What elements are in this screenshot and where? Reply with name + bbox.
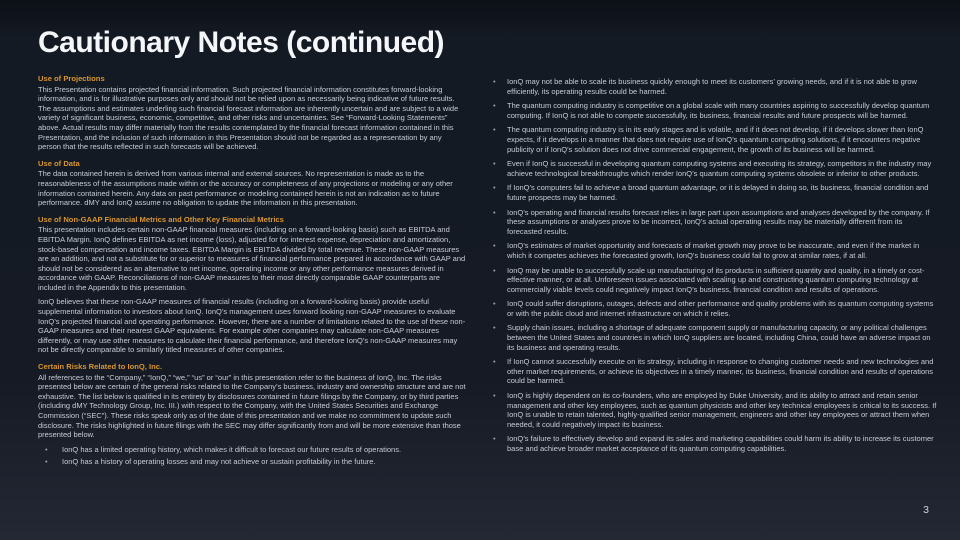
section-paragraph: This presentation includes certain non-GAAP financial measures (including on a forward-looking basis) such as EBITDA and EBITDA Margin. IonQ defines EBITDA as net income (loss), adjusted for for interest expense, depreciation and amortization, stock-based compensation and income taxes. EBITDA Margin is EBITDA divided by total revenue. These non-GAAP measures are an addition, and not a substitute for or superior to measures of financial performance prepared in accordance with GAAP and should not be considered as an alternative to net income, operating income or any other performance measures derived in accordance with GAAP. Reconciliations of non-GAAP measures to their most directly comparable GAAP counterparts are included in the Appendix to this presentation. bbox=[38, 225, 466, 292]
content-columns bbox=[38, 74, 938, 470]
section-use-of-projections bbox=[38, 74, 466, 152]
risk-bullet: • IonQ could suffer disruptions, outages, defects and other performance and quality problems with its quantum computing systems or with the public cloud and internet infrastructure on which it relies. bbox=[490, 299, 938, 318]
risk-bullet-list bbox=[38, 445, 466, 467]
right-column bbox=[490, 74, 938, 470]
section-certain-risks bbox=[38, 362, 466, 467]
risk-bullet: • Even if IonQ is successful in developing quantum computing systems and executing its strategy, competitors in the industry may achieve technological breakthroughs which render IonQ’s quantum computing systems obsolete or inferior to other products. bbox=[490, 159, 938, 178]
section-heading: Use of Projections bbox=[38, 74, 105, 83]
section-paragraph: All references to the “Company,” “IonQ,” “we,” “us” or “our” in this presentation refer to the business of IonQ, Inc. The risks presented below are certain of the general risks related to the Company’s business, industry and ownership structure and are not exhaustive. The list below is qualified in its entirety by disclosures contained in future filings by the Company, or by third parties (including dMY Technology Group, Inc. III.) with respect to the Company, with the United States Securities and Exchange Commission (“SEC”). These risks speak only as of the date of this presentation and we make no commitment to update such disclosure. The risks highlighted in future filings with the SEC may differ significantly from and will be more extensive than those presented below. bbox=[38, 372, 466, 440]
risk-bullet: • IonQ may not be able to scale its business quickly enough to meet its customers’ growing needs, and if it is not able to grow efficiently, its operating results could be harmed. bbox=[490, 77, 938, 96]
risk-bullet: • IonQ may be unable to successfully scale up manufacturing of its products in sufficient quantity and quality, in a timely or cost-effective manner, or at all. Unforeseen issues associated with scaling up and constructing quantum computing technology at commercially viable levels could negatively impact IonQ’s business, financial condition and results of operations. bbox=[490, 266, 938, 295]
risk-bullet: • The quantum computing industry is competitive on a global scale with many countries aspiring to successfully develop quantum computing. If IonQ is not able to compete successfully, its business, financial results and future prospects will be harmed. bbox=[490, 101, 938, 120]
left-column bbox=[38, 74, 466, 470]
risk-bullet: • If IonQ’s computers fail to achieve a broad quantum advantage, or it is delayed in doing so, its business, financial condition and future prospects may be harmed. bbox=[490, 183, 938, 202]
risk-bullet: • If IonQ cannot successfully execute on its strategy, including in response to changing customer needs and new technologies and other market requirements, or achieve its objectives in a timely manner, its business, financial condition and results of operations could be harmed. bbox=[490, 357, 938, 386]
risk-bullet: • IonQ’s failure to effectively develop and expand its sales and marketing capabilities could harm its ability to increase its customer base and achieve broader market acceptance of its quantum computing capabilities. bbox=[490, 434, 938, 453]
section-heading: Use of Non-GAAP Financial Metrics and Other Key Financial Metrics bbox=[38, 214, 284, 224]
section-paragraph: This Presentation contains projected financial information. Such projected financial information constitutes forward-looking information, and is for illustrative purposes only and should not be relied upon as necessarily being indicative of future results. The assumptions and estimates underling such financial forecast information are inherently uncertain and are subject to a wide variety of significant business, economic, competitive, and other risks and uncertainties. See “Forward-Looking Statements” above. Actual results may differ materially from the results contemplated by the financial forecast information contained in this Presentation, and the inclusion of such information in this Presentation should not be regarded as a representation by any person that the results reflected in such forecasts will be achieved. bbox=[38, 84, 459, 152]
risk-bullet-list bbox=[490, 77, 938, 454]
risk-bullet: • Supply chain issues, including a shortage of adequate component supply or manufacturing capacity, or any political challenges between the United States and countries in which IonQ suppliers are located, including China, could have an adverse impact on its business and operating results. bbox=[490, 323, 938, 352]
risk-bullet: • IonQ’s operating and financial results forecast relies in large part upon assumptions and analyses developed by the company. If these assumptions or analyses prove to be incorrect, IonQ’s actual operating results may be materially different from its forecasted results. bbox=[490, 208, 938, 237]
risk-bullet: • IonQ is highly dependent on its co-founders, who are employed by Duke University, and its ability to attract and retain senior management and other key employees, such as quantum physicists and other key technical employees is critical to its success. If IonQ is unable to retain talented, highly-qualified senior management, engineers and other key employees or attract them when needed, it could negatively impact its business. bbox=[490, 391, 938, 429]
section-heading: Use of Data bbox=[38, 158, 80, 168]
risk-bullet: • The quantum computing industry is in its early stages and is volatile, and if it does not develop, if it develops slower than IonQ expects, if it develops in a manner that does not require use of IonQ’s quantum computing solutions, if it encounters negative publicity or if IonQ’s solution does not drive commercial engagement, the growth of its business will be harmed. bbox=[490, 125, 938, 154]
risk-bullet: • IonQ has a history of operating losses and may not achieve or sustain profitability in the future. bbox=[38, 457, 466, 467]
risk-bullet: • IonQ has a limited operating history, which makes it difficult to forecast our future results of operations. bbox=[38, 445, 466, 455]
section-paragraph: The data contained herein is derived from various internal and external sources. No representation is made as to the reasonableness of the assumptions made within or the accuracy or completeness of any projections or modeling or any other information contained herein. Any data on past performance or modeling contained herein is not an indication as to future performance. dMY and IonQ assume no obligation to update the information in this presentation. bbox=[38, 169, 453, 208]
section-non-gaap-metrics bbox=[38, 215, 466, 355]
section-paragraph: IonQ believes that these non-GAAP measures of financial results (including on a forward-looking basis) provide useful supplemental information to investors about IonQ. IonQ’s management uses forward looking non-GAAP measures to evaluate IonQ’s projected financial and operating performance. However, there are a number of limitations related to the use of these non-GAAP measures and their nearest GAAP equivalents. For example other companies may calculate non-GAAP measures differently, or may use other measures to calculate their financial performance, and therefore IonQ’s non-GAAP measures may not be directly comparable to similarly titled measures of other companies. bbox=[38, 297, 466, 355]
page-number: 3 bbox=[923, 504, 929, 516]
section-heading: Certain Risks Related to IonQ, Inc. bbox=[38, 362, 163, 372]
section-use-of-data bbox=[38, 159, 466, 208]
page-title: Cautionary Notes (continued) bbox=[38, 26, 445, 59]
risk-bullet: • IonQ’s estimates of market opportunity and forecasts of market growth may prove to be inaccurate, and even if the market in which it competes achieves the forecasted growth, IonQ’s business could fail to grow at similar rates, if at all. bbox=[490, 241, 938, 260]
